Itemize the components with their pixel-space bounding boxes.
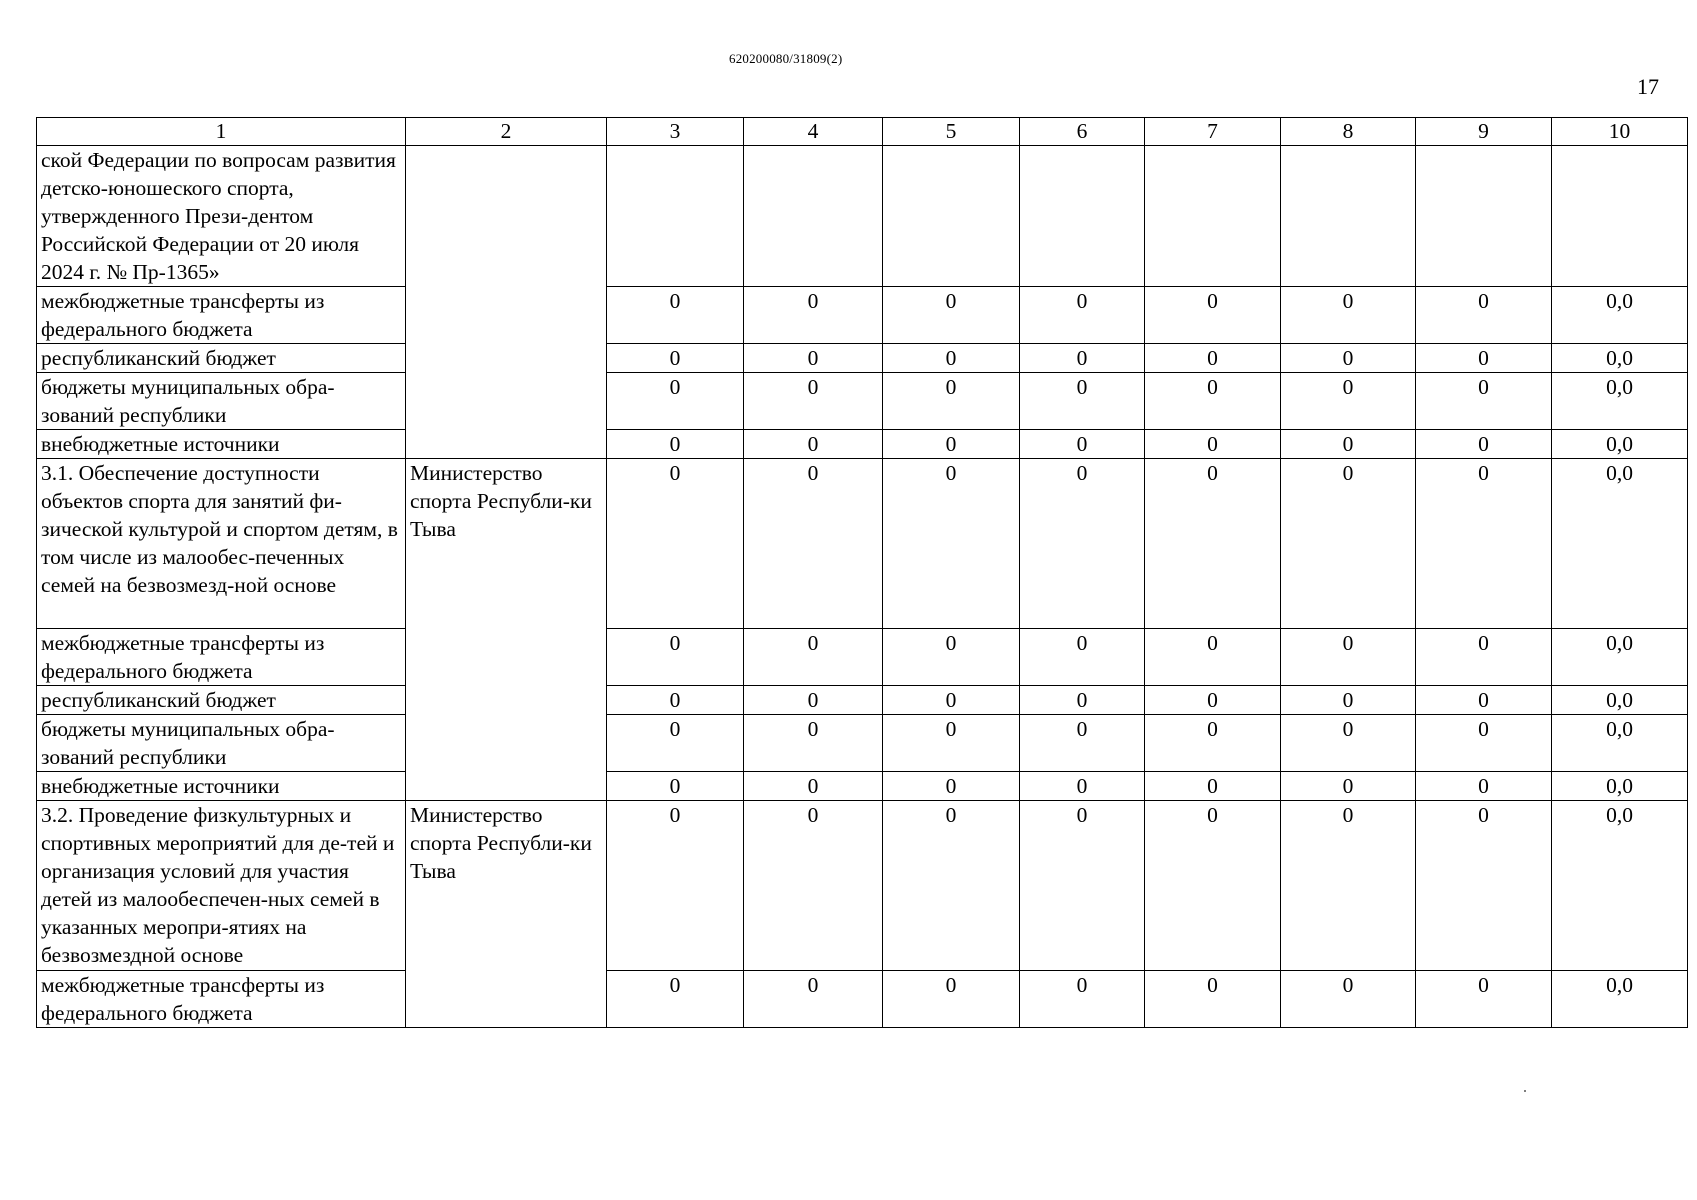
value-cell: 0: [1281, 686, 1416, 715]
value-cell: 0: [744, 430, 883, 459]
value-cell: 0: [1281, 971, 1416, 1028]
value-cell: 0: [1281, 801, 1416, 971]
value-cell: 0: [744, 971, 883, 1028]
value-cell: 0: [1145, 629, 1281, 686]
value-cell: 0: [1020, 430, 1145, 459]
value-cell: 0,0: [1552, 686, 1688, 715]
page-number: 17: [1637, 74, 1659, 99]
value-cell: 0: [1281, 344, 1416, 373]
row-description: межбюджетные трансферты из федерального бюджета: [37, 629, 406, 686]
value-cell: 0: [607, 430, 744, 459]
value-cell: 0: [1416, 430, 1552, 459]
row-description: бюджеты муниципальных обра-зований республики: [37, 715, 406, 772]
value-cell: 0: [883, 629, 1020, 686]
row-description: 3.2. Проведение физкультурных и спортивных мероприятий для де-тей и организация условий для участия детей из малообеспечен-ных семей в указанных меропри-ятиях на безвозмездной основе: [37, 801, 406, 971]
value-cell: [1281, 146, 1416, 287]
column-header: 1: [37, 118, 406, 146]
table-row: [37, 344, 1688, 373]
value-cell: 0,0: [1552, 373, 1688, 430]
value-cell: 0,0: [1552, 287, 1688, 344]
value-cell: 0: [883, 971, 1020, 1028]
budget-table: [36, 117, 1688, 1028]
value-cell: 0: [1416, 373, 1552, 430]
value-cell: 0: [607, 715, 744, 772]
row-description: межбюджетные трансферты из федерального бюджета: [37, 971, 406, 1028]
value-cell: 0: [1416, 629, 1552, 686]
value-cell: 0: [1416, 715, 1552, 772]
value-cell: 0: [1281, 715, 1416, 772]
value-cell: 0,0: [1552, 715, 1688, 772]
table-row: [37, 772, 1688, 801]
value-cell: 0: [607, 801, 744, 971]
value-cell: 0: [744, 344, 883, 373]
responsible-executor: Министерство спорта Республи-ки Тыва: [406, 459, 607, 801]
value-cell: 0: [607, 287, 744, 344]
column-header: 5: [883, 118, 1020, 146]
value-cell: 0: [1145, 287, 1281, 344]
value-cell: 0: [1281, 373, 1416, 430]
table-row: [37, 801, 1688, 971]
value-cell: 0: [1416, 287, 1552, 344]
value-cell: 0: [607, 459, 744, 629]
column-header: 7: [1145, 118, 1281, 146]
value-cell: 0: [883, 430, 1020, 459]
value-cell: 0: [1416, 459, 1552, 629]
value-cell: [607, 146, 744, 287]
value-cell: 0: [744, 629, 883, 686]
document-code: 620200080/31809(2): [729, 51, 843, 66]
value-cell: 0,0: [1552, 430, 1688, 459]
table-row: [37, 715, 1688, 772]
value-cell: [1416, 146, 1552, 287]
value-cell: 0: [1145, 686, 1281, 715]
column-header: 6: [1020, 118, 1145, 146]
value-cell: 0: [1145, 373, 1281, 430]
column-header: 8: [1281, 118, 1416, 146]
value-cell: 0: [1281, 430, 1416, 459]
value-cell: 0: [1145, 430, 1281, 459]
value-cell: 0,0: [1552, 344, 1688, 373]
value-cell: 0: [1416, 971, 1552, 1028]
table-row: [37, 373, 1688, 430]
value-cell: 0: [1020, 971, 1145, 1028]
value-cell: 0: [883, 344, 1020, 373]
column-number-row: [37, 118, 1688, 146]
column-header: 2: [406, 118, 607, 146]
responsible-executor: [406, 146, 607, 459]
value-cell: 0: [1145, 715, 1281, 772]
row-description: ской Федерации по вопросам развития детско-юношеского спорта, утвержденного Прези-дентом Российской Федерации от 20 июля 2024 г. № Пр-1365»: [37, 146, 406, 287]
table-row: [37, 430, 1688, 459]
value-cell: 0: [607, 772, 744, 801]
value-cell: 0: [607, 629, 744, 686]
value-cell: 0,0: [1552, 459, 1688, 629]
value-cell: 0: [607, 344, 744, 373]
column-header: 4: [744, 118, 883, 146]
value-cell: 0: [1020, 715, 1145, 772]
value-cell: 0: [1020, 287, 1145, 344]
value-cell: 0,0: [1552, 971, 1688, 1028]
value-cell: 0: [744, 772, 883, 801]
value-cell: 0: [1416, 686, 1552, 715]
value-cell: [1145, 146, 1281, 287]
value-cell: 0: [744, 373, 883, 430]
value-cell: 0: [1281, 772, 1416, 801]
column-header: 9: [1416, 118, 1552, 146]
value-cell: 0: [1281, 459, 1416, 629]
column-header: 10: [1552, 118, 1688, 146]
row-description: республиканский бюджет: [37, 344, 406, 373]
column-header: 3: [607, 118, 744, 146]
value-cell: 0: [744, 287, 883, 344]
value-cell: [1552, 146, 1688, 287]
value-cell: 0: [1145, 772, 1281, 801]
value-cell: [883, 146, 1020, 287]
value-cell: 0: [1145, 801, 1281, 971]
row-description: республиканский бюджет: [37, 686, 406, 715]
table-row: [37, 629, 1688, 686]
table-row: [37, 146, 1688, 287]
scan-speck: [1524, 1090, 1526, 1092]
value-cell: 0: [1020, 686, 1145, 715]
value-cell: 0: [607, 971, 744, 1028]
value-cell: 0: [607, 373, 744, 430]
value-cell: 0,0: [1552, 629, 1688, 686]
row-description: бюджеты муниципальных обра-зований республики: [37, 373, 406, 430]
value-cell: 0: [883, 686, 1020, 715]
value-cell: 0: [1020, 459, 1145, 629]
value-cell: 0: [1020, 801, 1145, 971]
value-cell: 0: [744, 715, 883, 772]
value-cell: 0: [1020, 772, 1145, 801]
value-cell: 0: [1145, 459, 1281, 629]
value-cell: 0: [883, 772, 1020, 801]
value-cell: 0,0: [1552, 801, 1688, 971]
value-cell: 0: [607, 686, 744, 715]
value-cell: 0: [1416, 344, 1552, 373]
value-cell: 0: [744, 686, 883, 715]
table-row: [37, 971, 1688, 1028]
value-cell: 0: [1416, 772, 1552, 801]
row-description: внебюджетные источники: [37, 430, 406, 459]
value-cell: 0: [883, 459, 1020, 629]
value-cell: 0: [1020, 344, 1145, 373]
responsible-executor: Министерство спорта Республи-ки Тыва: [406, 801, 607, 1028]
value-cell: 0: [883, 715, 1020, 772]
value-cell: 0: [1020, 373, 1145, 430]
value-cell: 0: [1145, 971, 1281, 1028]
value-cell: 0: [883, 801, 1020, 971]
value-cell: 0,0: [1552, 772, 1688, 801]
value-cell: 0: [744, 459, 883, 629]
row-description: межбюджетные трансферты из федерального бюджета: [37, 287, 406, 344]
table-row: [37, 686, 1688, 715]
value-cell: 0: [744, 801, 883, 971]
value-cell: 0: [883, 287, 1020, 344]
value-cell: 0: [1145, 344, 1281, 373]
row-description: 3.1. Обеспечение доступности объектов спорта для занятий фи-зической культурой и спортом детям, в том числе из малообес-печенных семей на безвозмезд-ной основе: [37, 459, 406, 629]
table-row: [37, 287, 1688, 344]
value-cell: 0: [1020, 629, 1145, 686]
value-cell: [744, 146, 883, 287]
table-row: [37, 459, 1688, 629]
value-cell: 0: [883, 373, 1020, 430]
row-description: внебюджетные источники: [37, 772, 406, 801]
value-cell: 0: [1281, 287, 1416, 344]
value-cell: 0: [1416, 801, 1552, 971]
value-cell: 0: [1281, 629, 1416, 686]
value-cell: [1020, 146, 1145, 287]
